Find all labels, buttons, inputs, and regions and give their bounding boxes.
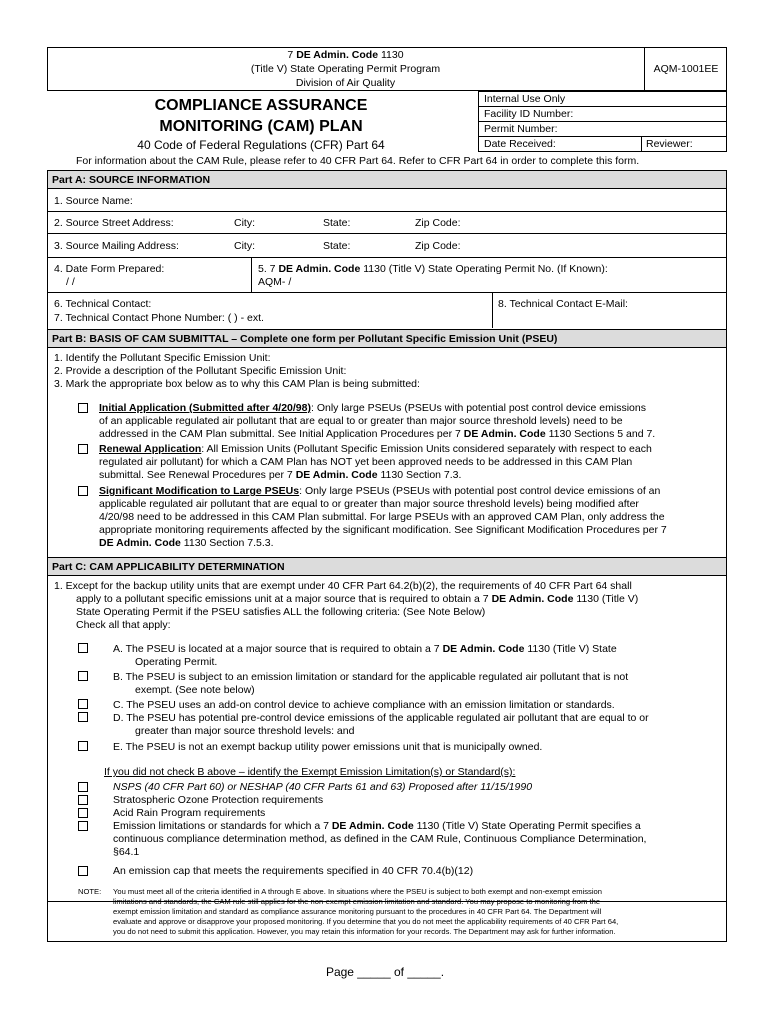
exempt-ozone-label: Stratospheric Ozone Protection requirements xyxy=(113,794,324,806)
part-b-item1: 1. Identify the Pollutant Specific Emission Unit: xyxy=(54,352,271,364)
info-line: For information about the CAM Rule, please refer to 40 CFR Part 64. Refer to CFR Part 64 in order to complete this form. xyxy=(76,155,640,167)
note-label: NOTE: xyxy=(78,887,102,896)
permit-no-aqm: AQM- / xyxy=(258,276,292,288)
form-subtitle: 40 Code of Federal Regulations (CFR) Part 64 xyxy=(137,138,385,152)
part-b-item3: 3. Mark the appropriate box below as to why this CAM Plan is being submitted: xyxy=(54,378,420,390)
significant-modification-line5: DE Admin. Code 1130 Section 7.5.3. xyxy=(99,537,274,549)
note-line2: limitations and standards, the CAM rule still applies for the non-exempt emission limitation and standard. You may propose to monitoring from the xyxy=(113,897,601,906)
renewal-application-line3: submittal. See Renewal Procedures per 7 DE Admin. Code 1130 Section 7.3. xyxy=(99,469,462,481)
applicability-line3: State Operating Permit if the PSEU satisfies ALL the following criteria: (See Note Below) xyxy=(76,606,486,618)
renewal-application-line2: regulated air pollutant) for which a CAM Plan has NOT yet been approved needs to be addressed in this CAM Plan xyxy=(99,456,633,468)
criteria-c-line1: C. The PSEU uses an add-on control device to achieve compliance with an emission limitation or standards. xyxy=(113,699,615,711)
criteria-a-line2: Operating Permit. xyxy=(135,656,218,668)
applicability-line2: apply to a pollutant specific emissions unit at a major source that is required to obtain a 7 DE Admin. Code 1130 (Title V) xyxy=(76,593,639,605)
applicability-line1: 1. Except for the backup utility units that are exempt under 40 CFR Part 64.2(b)(2), the requirements of 40 CFR Part 64 shall xyxy=(54,580,632,592)
criteria-e-line1: E. The PSEU is not an exempt backup utility power emissions unit that is municipally owned. xyxy=(113,741,543,753)
permit-number-label: Permit Number: xyxy=(484,123,558,135)
reviewer-label: Reviewer: xyxy=(646,138,693,150)
significant-modification-line3: 4/20/98 need to be addressed in this CAM Plan submittal. For large PSEUs with an approved CAM Plan, only address the xyxy=(99,511,665,523)
initial-application-line3: addressed in the CAM Plan submittal. See Initial Application Procedures per 7 DE Admin. Code 1130 Sections 5 and 7. xyxy=(99,428,656,440)
exempt-acid-rain-label: Acid Rain Program requirements xyxy=(113,807,266,819)
renewal-application-line1: Renewal Application: All Emission Units (Pollutant Specific Emission Units considered separately with respect to each xyxy=(99,443,652,455)
exempt-continuous-line1: Emission limitations or standards for which a 7 DE Admin. Code 1130 (Title V) State Operating Permit specifies a xyxy=(113,820,641,832)
mailing-state-label: State: xyxy=(323,240,351,252)
part-b-item2: 2. Provide a description of the Pollutant Specific Emission Unit: xyxy=(54,365,347,377)
mailing-zip-label: Zip Code: xyxy=(415,240,461,252)
exempt-ozone-checkbox[interactable] xyxy=(78,795,88,805)
exempt-continuous-line3: §64.1 xyxy=(113,846,140,858)
note-line5: you do not need to submit this application. However, you may retain this information for your records. The Department may ask for further information. xyxy=(113,927,616,936)
criteria-e-checkbox[interactable] xyxy=(78,741,88,751)
internal-use-label: Internal Use Only xyxy=(484,93,566,105)
part-a-heading: Part A: SOURCE INFORMATION xyxy=(52,174,211,186)
initial-application-checkbox[interactable] xyxy=(78,403,88,413)
form-id: AQM-1001EE xyxy=(653,63,719,75)
page-number: Page _____ of _____. xyxy=(325,965,445,979)
street-state-label: State: xyxy=(323,217,351,229)
date-prepared-slashes: / / xyxy=(66,276,75,288)
street-city-label: City: xyxy=(234,217,255,229)
significant-modification-line4: appropriate monitoring requirements affected by the significant modification. See Significant Modification Procedures per 7 xyxy=(99,524,667,536)
criteria-c-checkbox[interactable] xyxy=(78,699,88,709)
criteria-b-line1: B. The PSEU is subject to an emission limitation or standard for the applicable regulated air pollutant that is not xyxy=(113,671,629,683)
initial-application-line2: of an applicable regulated air pollutant that are equal to or greater than major source threshold levels) need to be xyxy=(99,415,623,427)
technical-phone-label: 7. Technical Contact Phone Number: ( ) - ext. xyxy=(54,312,264,324)
part-c-heading: Part C: CAM APPLICABILITY DETERMINATION xyxy=(52,561,285,573)
exempt-cap-label: An emission cap that meets the requirements specified in 40 CFR 70.4(b)(12) xyxy=(113,865,474,877)
exempt-cap-checkbox[interactable] xyxy=(78,866,88,876)
mailing-city-label: City: xyxy=(234,240,255,252)
street-address-label: 2. Source Street Address: xyxy=(54,217,174,229)
renewal-application-checkbox[interactable] xyxy=(78,444,88,454)
technical-contact-label: 6. Technical Contact: xyxy=(54,298,152,310)
form-title-line1: COMPLIANCE ASSURANCE xyxy=(154,97,368,114)
exempt-continuous-line2: continuous compliance determination method, as defined in the CAM Rule, Continuous Compliance Determination, xyxy=(113,833,647,845)
note-line4: evaluate and approve or disapprove your proposed monitoring. If you determine that you do not meet the applicability requirements of 40 CFR Part 64, xyxy=(113,917,619,926)
facility-id-label: Facility ID Number: xyxy=(484,108,574,120)
criteria-d-line2: greater than major source threshold levels: and xyxy=(135,725,355,737)
header-line2: (Title V) State Operating Permit Program xyxy=(250,63,441,75)
header-line3: Division of Air Quality xyxy=(295,77,396,89)
exempt-acid-rain-checkbox[interactable] xyxy=(78,808,88,818)
exempt-nsps-label: NSPS (40 CFR Part 60) or NESHAP (40 CFR Parts 61 and 63) Proposed after 11/15/1990 xyxy=(113,781,533,793)
form-title-line2: MONITORING (CAM) PLAN xyxy=(159,118,363,135)
criteria-b-line2: exempt. (See note below) xyxy=(135,684,255,696)
criteria-a-checkbox[interactable] xyxy=(78,643,88,653)
date-received-label: Date Received: xyxy=(484,138,556,150)
initial-application-line1: Initial Application (Submitted after 4/20/98): Only large PSEUs (PSEUs with potential post control device emissions xyxy=(99,402,646,414)
criteria-b-checkbox[interactable] xyxy=(78,671,88,681)
criteria-a-line1: A. The PSEU is located at a major source that is required to obtain a 7 DE Admin. Code 1130 (Title V) State xyxy=(113,643,617,655)
permit-no-label: 5. 7 DE Admin. Code 1130 (Title V) State Operating Permit No. (If Known): xyxy=(258,263,608,275)
part-b-heading: Part B: BASIS OF CAM SUBMITTAL – Complete one form per Pollutant Specific Emission Unit (PSEU) xyxy=(52,333,558,345)
technical-email-label: 8. Technical Contact E-Mail: xyxy=(498,298,628,310)
significant-modification-checkbox[interactable] xyxy=(78,486,88,496)
significant-modification-line2: applicable regulated air pollutant that are equal to or greater than major source threshold levels) being modified after xyxy=(99,498,639,510)
date-prepared-label: 4. Date Form Prepared: xyxy=(54,263,165,275)
exempt-heading: If you did not check B above – identify the Exempt Emission Limitation(s) or Standard(s): xyxy=(104,766,516,778)
note-line3: exempt emission limitation and standard as compliance assurance monitoring pursuant to the procedures in 40 CFR Part 64. The Department will xyxy=(113,907,602,916)
header-line1: 7 DE Admin. Code 1130 xyxy=(287,49,404,61)
criteria-d-line1: D. The PSEU has potential pre-control device emissions of the applicable regulated air pollutant that are equal to or xyxy=(113,712,649,724)
exempt-continuous-checkbox[interactable] xyxy=(78,821,88,831)
street-zip-label: Zip Code: xyxy=(415,217,461,229)
source-name-label: 1. Source Name: xyxy=(54,195,133,207)
note-line1: You must meet all of the criteria identified in A through E above. In situations where the PSEU is subject to both exempt and non-exempt emission xyxy=(113,887,602,896)
exempt-nsps-checkbox[interactable] xyxy=(78,782,88,792)
mailing-address-label: 3. Source Mailing Address: xyxy=(54,240,179,252)
criteria-d-checkbox[interactable] xyxy=(78,712,88,722)
check-all-label: Check all that apply: xyxy=(76,619,171,631)
significant-modification-line1: Significant Modification to Large PSEUs: Only large PSEUs (PSEUs with potential post control device emissions of an xyxy=(99,485,661,497)
